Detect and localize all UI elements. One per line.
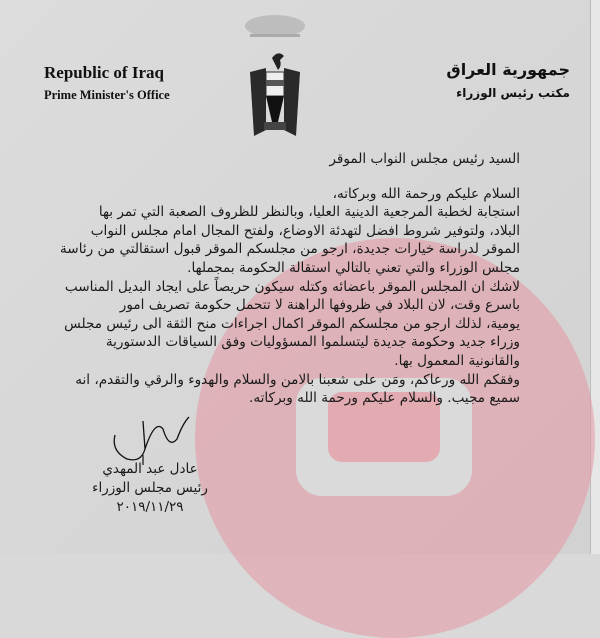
body-line: باسرع وقت، لان البلاد في ظروفها الراهنة لا تتحمل حكومة تصريف امور xyxy=(119,297,520,314)
closing-line: سميع مجيب. والسلام عليكم ورحمة الله وبركاته. xyxy=(249,390,520,407)
greeting: السلام عليكم ورحمة الله وبركاته، xyxy=(332,185,520,202)
handwritten-signature xyxy=(105,405,195,465)
body-line: وفقكم الله ورعاكم، ومَن على شعبنا بالامن والسلام والهدوء والرقي والتقدم، انه xyxy=(75,371,520,388)
signatory-name: عادل عبد المهدي xyxy=(102,461,198,477)
body-line: وزراء جديد وحكومة جديدة ليتسلموا المسؤوليات وفق السياقات الدستورية xyxy=(105,334,520,351)
body-line: والقانونية المعمول بها. xyxy=(394,352,520,369)
iraq-eagle-emblem-icon xyxy=(230,10,320,140)
letterhead-english-subtitle: Prime Minister's Office xyxy=(44,88,170,102)
body-line: الموقر لدراسة خيارات جديدة، ارجو من مجلسكم الموقر قبول استقالتي من رئاسة xyxy=(60,241,520,258)
body-line: استجابة لخطبة المرجعية الدينية العليا، وبالنظر للظروف الصعبة التي تمر بها xyxy=(98,204,520,221)
letterhead-english-title: Republic of Iraq xyxy=(44,63,164,82)
body-line: البلاد، ولتوفير شروط افضل لتهدئة الاوضاع، ولفتح المجال امام مجلس النواب xyxy=(90,222,520,239)
letter-body xyxy=(60,150,520,408)
addressee: السيد رئيس مجلس النواب الموقر xyxy=(329,151,520,167)
body-line: مجلس الوزراء والتي تعني بالتالي استقالة الحكومة بمجملها. xyxy=(187,259,520,276)
body-line: لاشك ان المجلس الموقر باعضائه وكتله سيكون حريصاً على ايجاد البديل المناسب xyxy=(64,278,520,295)
letterhead-arabic-subtitle: مكتب رئيس الوزراء xyxy=(456,86,570,100)
body-line: يومية، لذلك ارجو من مجلسكم الموقر اكمال اجراءات منح الثقة الى رئيس مجلس xyxy=(64,315,520,332)
signature-block xyxy=(90,460,210,517)
letterhead-arabic-title: جمهورية العراق xyxy=(446,60,570,79)
letter-date: ٢٠١٩/١١/٢٩ xyxy=(116,499,184,515)
signatory-title: رئيس مجلس الوزراء xyxy=(92,480,208,496)
